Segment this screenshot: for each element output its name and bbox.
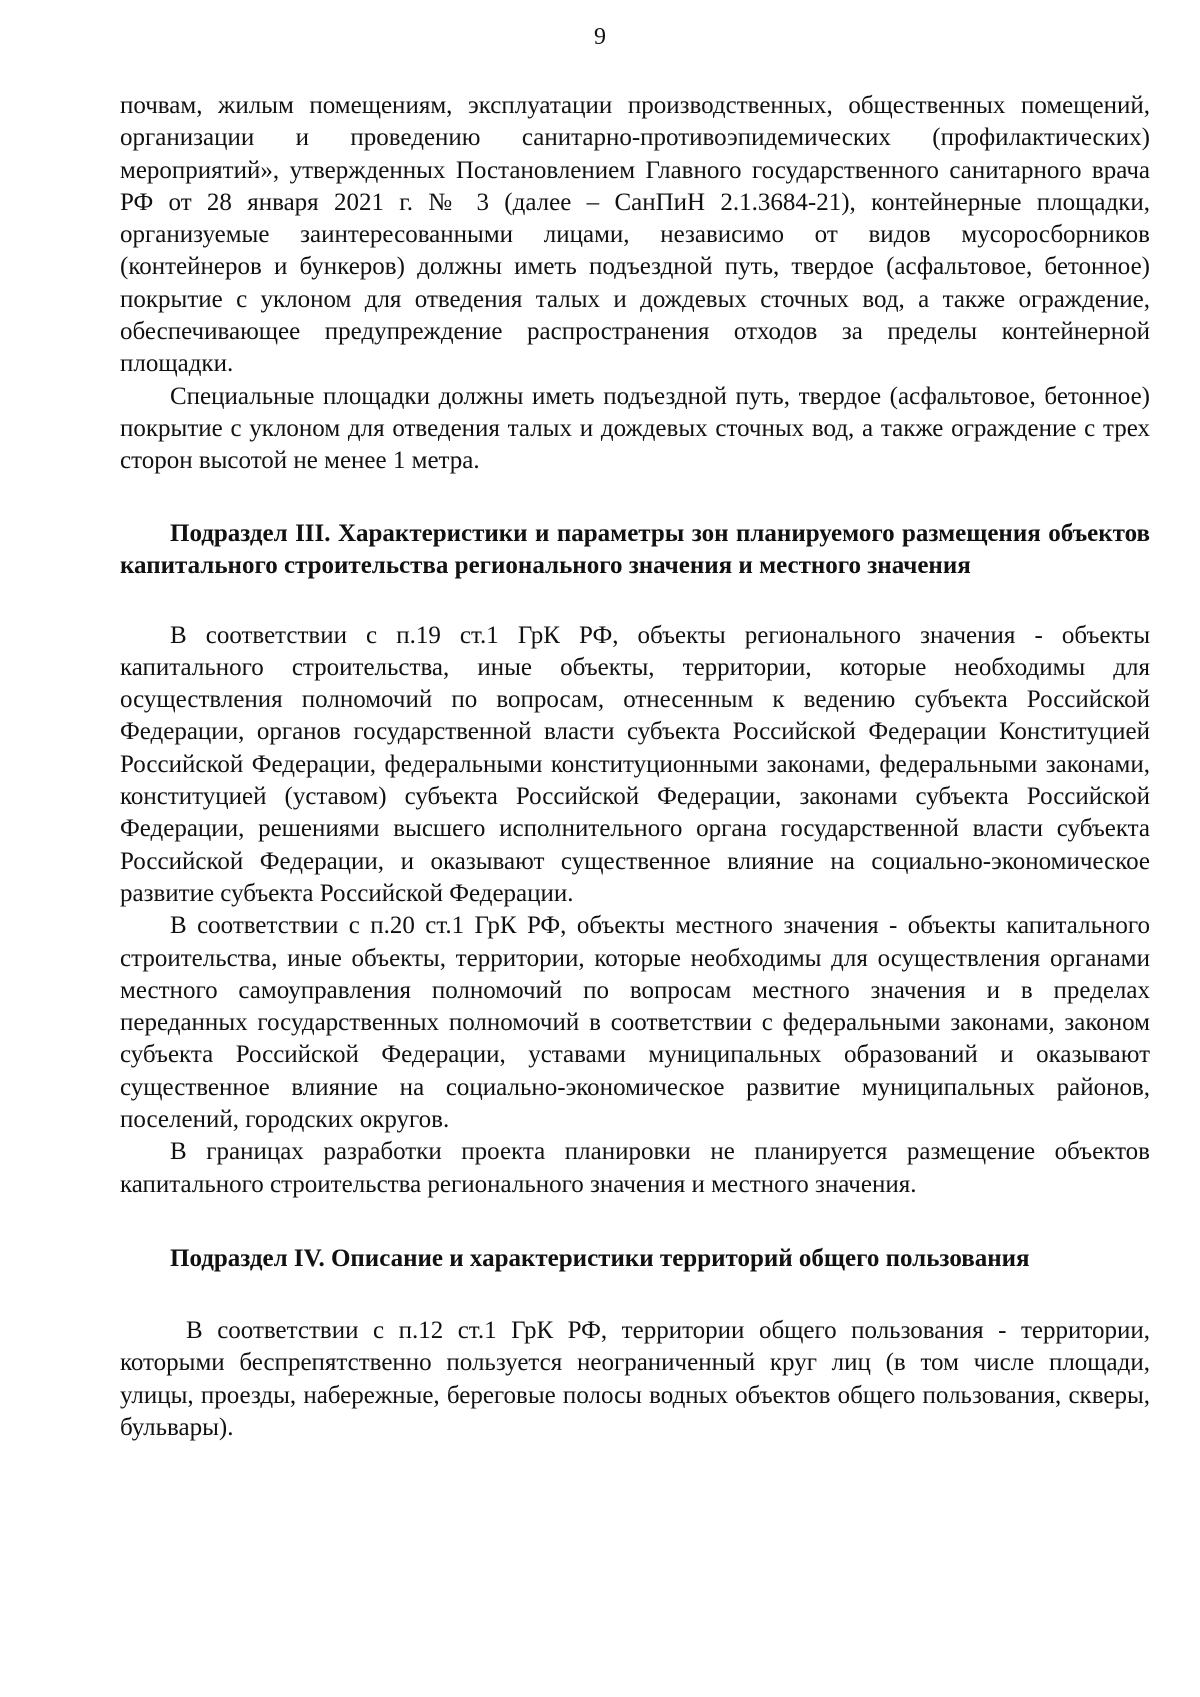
page-number: 9 (594, 24, 606, 50)
paragraph-special-sites: Специальные площадки должны иметь подъездной путь, твердое (асфальтовое, бетонное) покрытие с уклоном для отведения талых и дождевых сточных вод, а также ограждение с трех сторон высотой не менее 1 метра. (120, 382, 1150, 475)
section-heading-subsection-3: Подраздел III. Характеристики и параметры зон планируемого размещения объектов капитального строительства регионального значения и местного значения (120, 519, 1150, 579)
document-body (120, 90, 1150, 1444)
paragraph-container-requirements: почвам, жилым помещениям, эксплуатации производственных, общественных помещений, организации и проведению санитарно-противоэпидемических (профилактических) мероприятий», утвержденных Постановлением Главного государственного санитарного врача РФ от 28 января 2021 г. № 3 (далее – СанПиН 2.1.3684-21), контейнерные площадки, организуемые заинтересованными лицами, независимо от видов мусоросборников (контейнеров и бункеров) должны иметь подъездной путь, твердое (асфальтовое, бетонное) покрытие с уклоном для отведения талых и дождевых сточных вод, а также ограждение, обеспечивающее предупреждение распространения отходов за пределы контейнерной площадки. (120, 92, 1150, 378)
section-heading-subsection-4: Подраздел IV. Описание и характеристики территорий общего пользования (170, 1244, 1030, 1272)
paragraph-regional-objects: В соответствии с п.19 ст.1 ГрК РФ, объекты регионального значения - объекты капитального строительства, иные объекты, территории, которые необходимы для осуществления полномочий по вопросам, отнесенным к ведению субъекта Российской Федерации, органов государственной власти субъекта Российской Федерации Конституцией Российской Федерации, федеральными конституционными законами, федеральными законами, конституцией (уставом) субъекта Российской Федерации, законами субъекта Российской Федерации, решениями высшего исполнительного органа государственной власти субъекта Российской Федерации, и оказывают существенное влияние на социально-экономическое развитие субъекта Российской Федерации. (120, 621, 1150, 907)
paragraph-public-territories: В соответствии с п.12 ст.1 ГрК РФ, территории общего пользования - территории, которыми беспрепятственно пользуется неограниченный круг лиц (в том числе площади, улицы, проезды, набережные, береговые полосы водных объектов общего пользования, скверы, бульвары). (120, 1316, 1150, 1441)
paragraph-no-placement: В границах разработки проекта планировки не планируется размещение объектов капитального строительства регионального значения и местного значения. (120, 1138, 1150, 1198)
paragraph-local-objects: В соответствии с п.20 ст.1 ГрК РФ, объекты местного значения - объекты капитального строительства, иные объекты, территории, которые необходимы для осуществления органами местного самоуправления полномочий по вопросам местного значения и в пределах переданных государственных полномочий в соответствии с федеральными законами, законом субъекта Российской Федерации, уставами муниципальных образований и оказывают существенное влияние на социально-экономическое развитие муниципальных районов, поселений, городских округов. (120, 912, 1150, 1134)
